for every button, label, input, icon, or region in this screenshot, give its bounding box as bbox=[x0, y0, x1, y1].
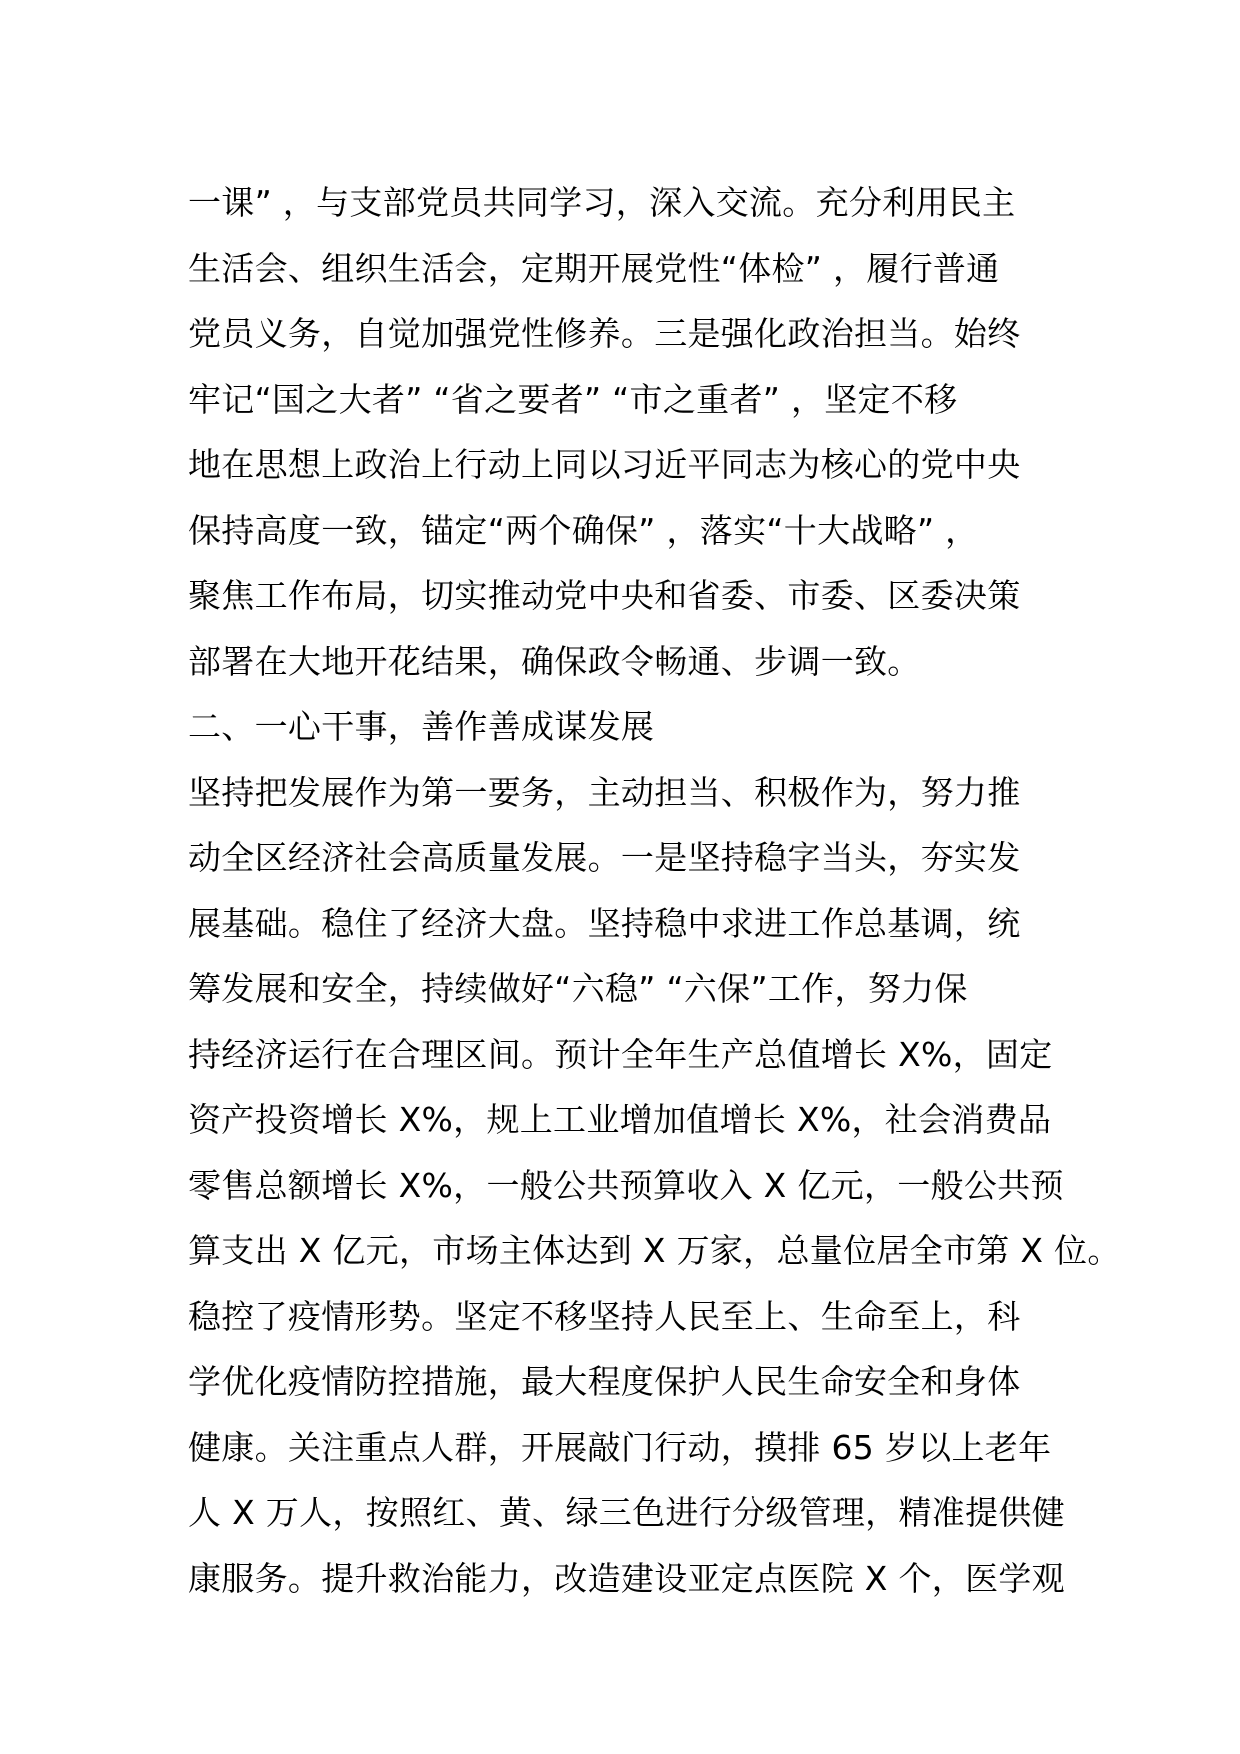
text-line: 学优化疫情防控措施，最大程度保护人民生命安全和身体 bbox=[188, 1362, 1021, 1401]
text-line: 党员义务，自觉加强党性修养。三是强化政治担当。始终 bbox=[188, 314, 1021, 353]
text-line: 资产投资增长 X%，规上工业增加值增长 X%，社会消费品 bbox=[188, 1100, 1052, 1139]
text-line: 聚焦工作布局，切实推动党中央和省委、市委、区委决策 bbox=[188, 576, 1021, 615]
text-line: 持经济运行在合理区间。预计全年生产总值增长 X%，固定 bbox=[188, 1034, 1053, 1074]
document-body bbox=[188, 170, 1121, 1611]
text-line: 动全区经济社会高质量发展。一是坚持稳字当头，夯实发 bbox=[188, 838, 1021, 877]
text-line: 地在思想上政治上行动上同以习近平同志为核心的党中央 bbox=[188, 445, 1021, 484]
text-line: 一课” ，与支部党员共同学习，深入交流。充分利用民主 bbox=[188, 183, 1016, 222]
text-line: 稳控了疫情形势。坚定不移坚持人民至上、生命至上，科 bbox=[188, 1296, 1021, 1336]
text-line: 健康。关注重点人群，开展敲门行动，摸排 65 岁以上老年 bbox=[188, 1427, 1052, 1467]
text-line: 算支出 X 亿元，市场主体达到 X 万家，总量位居全市第 X 位。 bbox=[188, 1231, 1121, 1270]
text-line: 部署在大地开花结果，确保政令畅通、步调一致。 bbox=[188, 641, 921, 681]
section-heading: 二、一心干事，善作善成谋发展 bbox=[188, 707, 655, 746]
text-line: 生活会、组织生活会，定期开展党性“体检” ，履行普通 bbox=[188, 248, 1000, 288]
text-line: 保持高度一致，锚定“两个确保” ，落实“十大战略” ， bbox=[188, 510, 979, 550]
text-line: 展基础。稳住了经济大盘。坚持稳中求进工作总基调，统 bbox=[188, 903, 1021, 943]
text-line: 坚持把发展作为第一要务，主动担当、积极作为，努力推 bbox=[188, 772, 1021, 812]
text-line: 牢记“国之大者” “省之要者” “市之重者” ，坚定不移 bbox=[188, 379, 958, 419]
text-line: 零售总额增长 X%，一般公共预算收入 X 亿元，一般公共预 bbox=[188, 1165, 1064, 1205]
text-line: 康服务。提升救治能力，改造建设亚定点医院 X 个，医学观 bbox=[188, 1558, 1065, 1598]
text-line: 筹发展和安全，持续做好“六稳” “六保”工作，努力保 bbox=[188, 969, 968, 1008]
text-line: 人 X 万人，按照红、黄、绿三色进行分级管理，精准提供健 bbox=[188, 1493, 1065, 1532]
